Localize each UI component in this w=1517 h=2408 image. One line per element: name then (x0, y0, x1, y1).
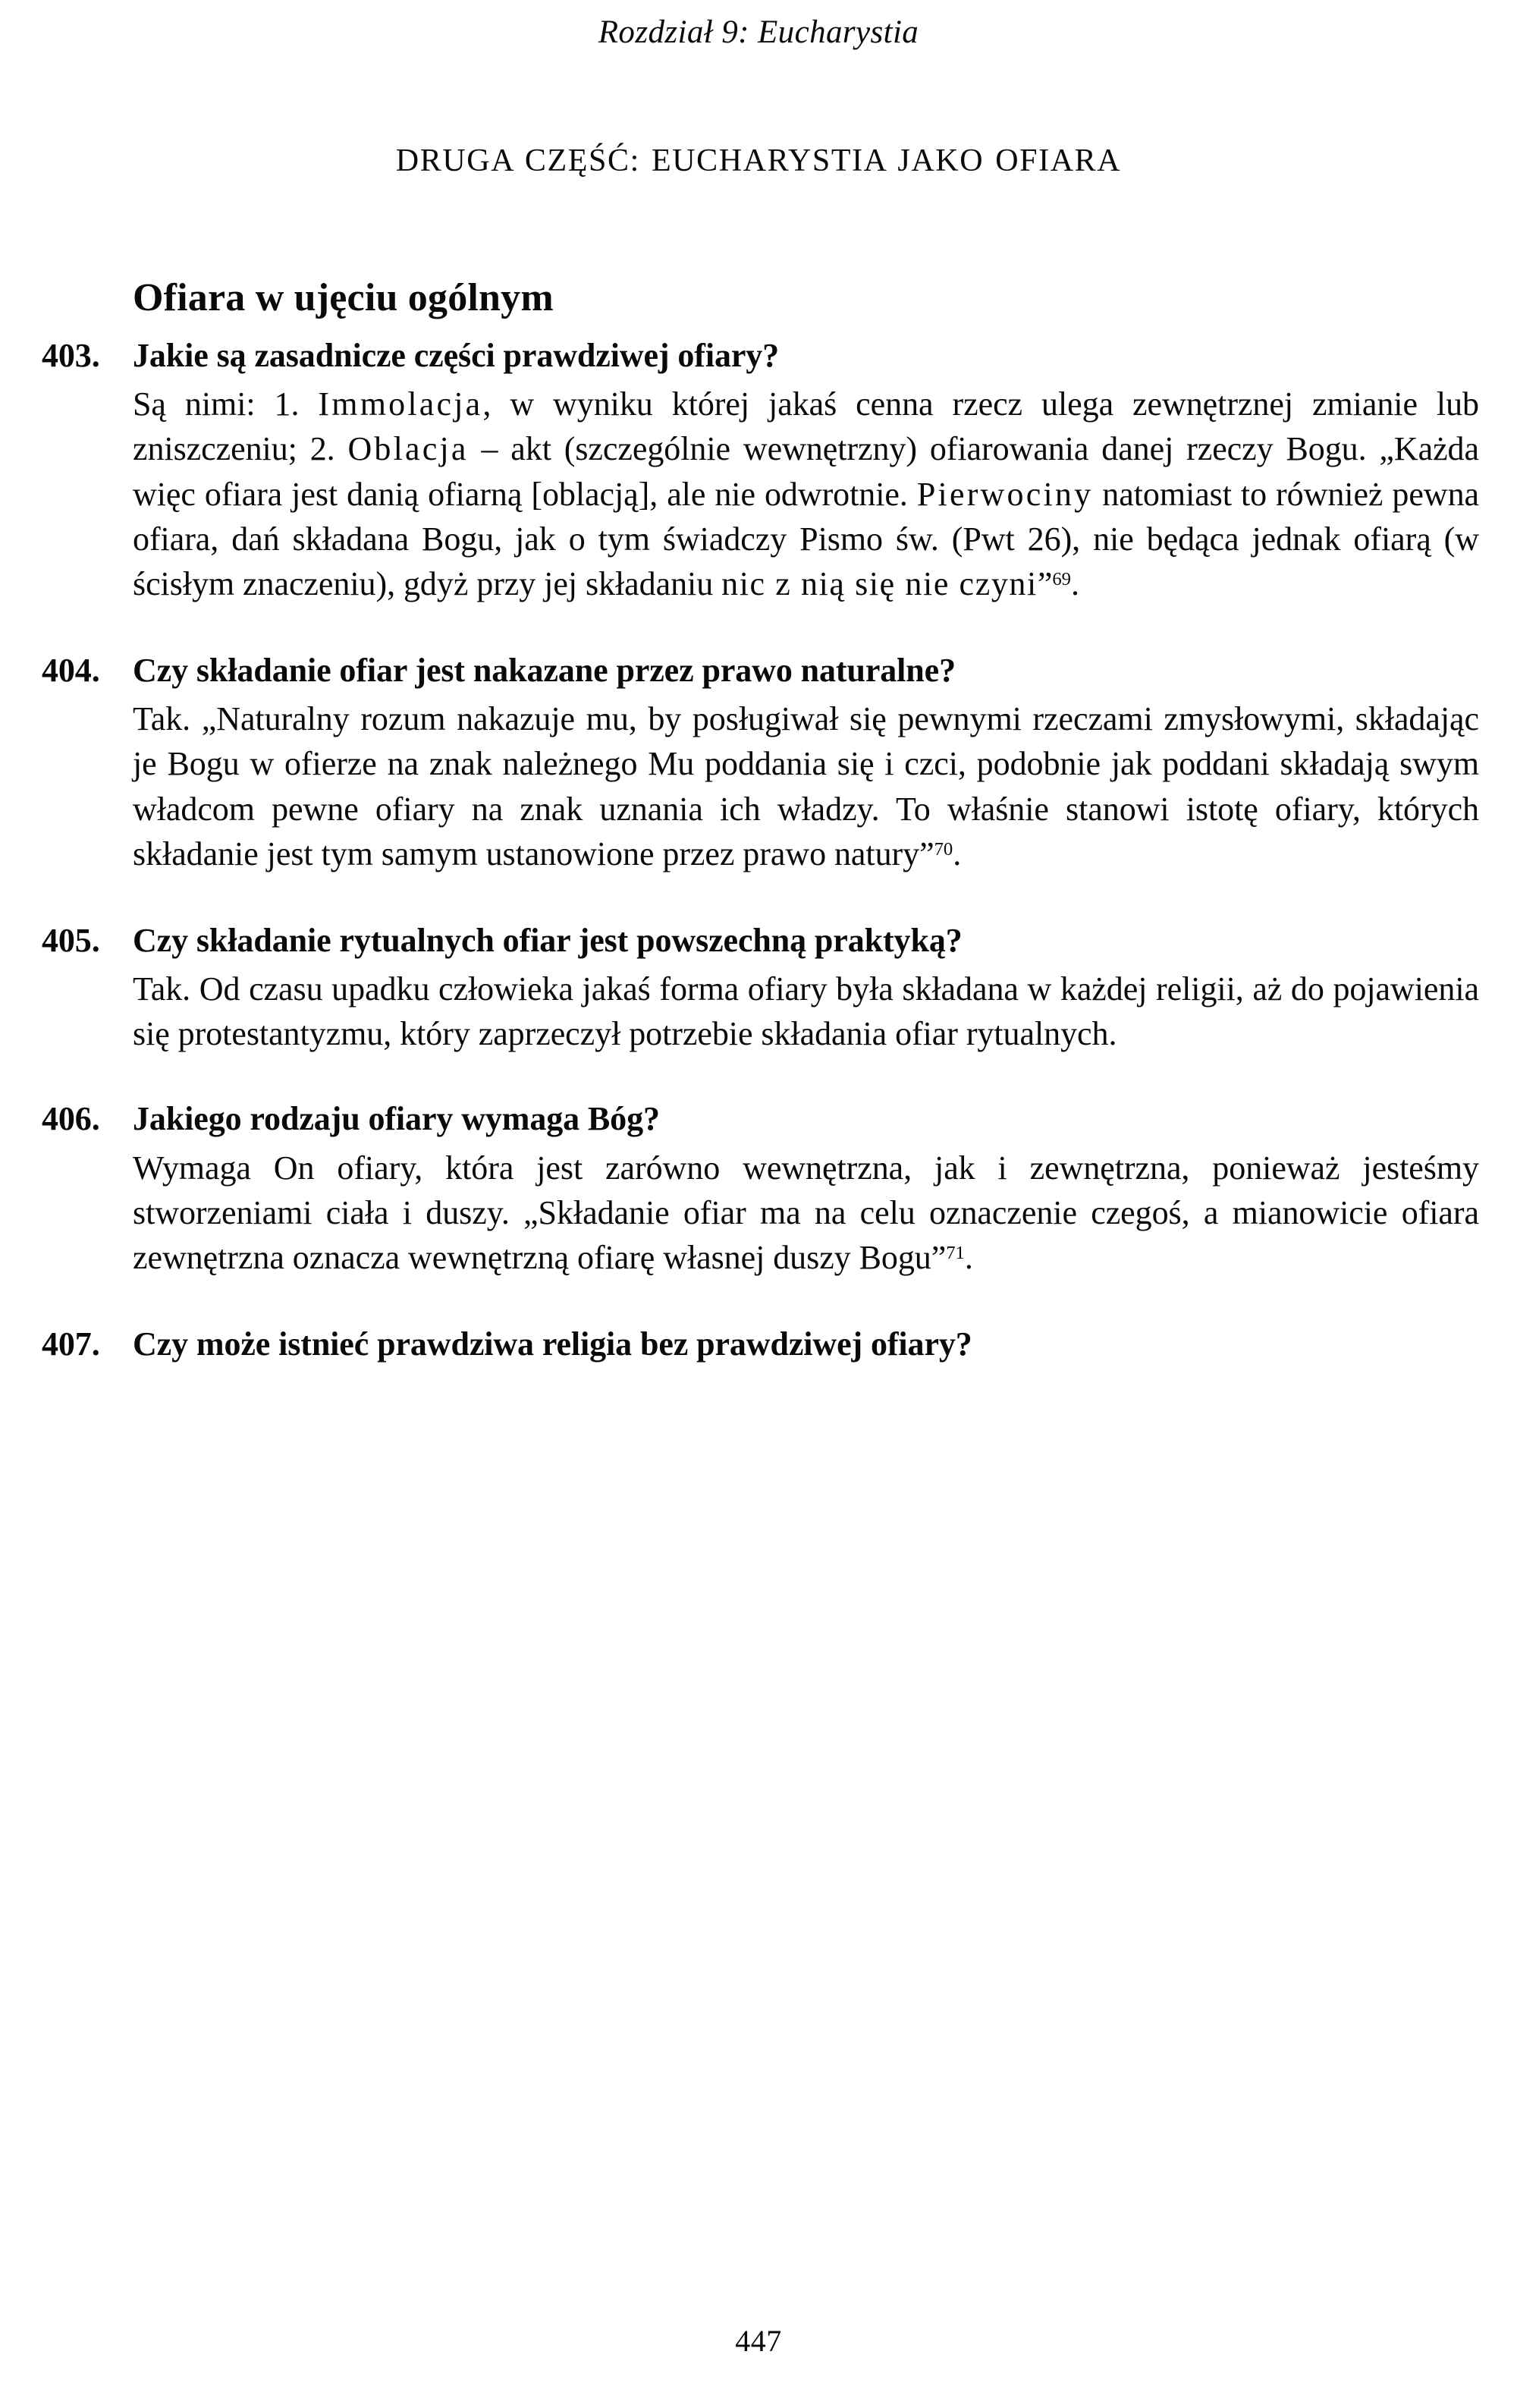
content-column (0, 334, 1517, 1370)
question-number: 407. (42, 1325, 100, 1363)
section-heading: Ofiara w ujęciu ogólnym (133, 276, 554, 320)
answer-text-run: – akt (szczególnie wewnętrzny) ofiarowania danej rzeczy Bogu. „Każda więc ofiara jest danią ofiarną [oblacją], ale nie odwrotnie. (133, 430, 1479, 513)
answer-paragraph (0, 967, 1517, 1056)
answer-text-run: Tak. „Naturalny rozum nakazuje mu, by posługiwał się pewnymi rzeczami zmysłowymi, składając je Bogu w ofierze na znak należnego Mu poddania się i czci, podobnie jak poddani składają swym władcom pewne ofiary na znak uznania ich władzy. To właśnie stanowi istotę ofiary, których składanie jest tym samym ustanowione przez prawo natury” (133, 700, 1479, 872)
answer-text-run: . (953, 835, 962, 872)
answer-text-run: . (1070, 564, 1079, 602)
question-heading (0, 1097, 1517, 1140)
qa-block (0, 1322, 1517, 1366)
question-text: Jakiego rodzaju ofiary wymaga Bóg? (133, 1100, 660, 1138)
qa-block (0, 1097, 1517, 1280)
emphasis-spaced-text: Oblacja (347, 430, 469, 468)
question-number: 406. (42, 1100, 100, 1138)
answer-text-run: Tak. Od czasu upadku człowieka jakaś forma ofiary była składana w każdej religii, aż do pojawienia się protestantyzmu, który zaprzeczył potrzebie składania ofiar rytualnych. (133, 970, 1479, 1053)
question-number: 405. (42, 921, 100, 959)
running-header: Rozdział 9: Eucharystia (598, 14, 919, 50)
qa-block (0, 334, 1517, 606)
question-text: Czy składanie rytualnych ofiar jest powszechną praktyką? (133, 921, 963, 959)
question-text: Jakie są zasadnicze części prawdziwej ofiary? (133, 337, 780, 374)
answer-text-run: ” (1037, 564, 1053, 602)
answer-text-run: . (964, 1238, 973, 1276)
qa-block (0, 649, 1517, 876)
question-text: Czy składanie ofiar jest nakazane przez prawo naturalne? (133, 652, 956, 690)
footnote-marker: 70 (934, 838, 953, 860)
question-text: Czy może istnieć prawdziwa religia bez prawdziwej ofiary? (133, 1325, 972, 1363)
question-number: 404. (42, 652, 100, 690)
question-heading (0, 1322, 1517, 1366)
footnote-marker: 71 (946, 1243, 965, 1264)
emphasis-spaced-text: Immolacja (318, 385, 483, 423)
emphasis-spaced-text: Pierwociny (916, 475, 1094, 513)
question-heading (0, 649, 1517, 692)
answer-paragraph (0, 382, 1517, 606)
answer-text-run: Są nimi: 1. (133, 385, 319, 423)
answer-paragraph (0, 696, 1517, 876)
answer-text-run: natomiast to również pewna ofiara, dań składana Bogu, jak o tym świadczy Pismo św. (Pwt 26), nie będąca jednak ofiarą (w ścisłym znaczeniu), gdyż przy jej składaniu (133, 475, 1480, 602)
question-number: 403. (42, 337, 100, 374)
question-heading (0, 334, 1517, 377)
answer-text-run: Wymaga On ofiary, która jest zarówno wewnętrzna, jak i zewnętrzna, ponieważ jesteśmy stworzeniami ciała i duszy. „Składanie ofiar ma na celu oznaczenie czegoś, a mianowicie ofiara zewnętrzna oznacza wewnętrzną ofiarę własnej duszy Bogu” (133, 1149, 1479, 1276)
page-number: 447 (735, 2324, 782, 2358)
question-heading (0, 919, 1517, 962)
answer-text-run: , w wyniku której jakaś cenna rzecz ulega zewnętrznej zmianie lub zniszczeniu; 2. (133, 385, 1479, 468)
answer-paragraph (0, 1146, 1517, 1281)
footnote-marker: 69 (1052, 569, 1071, 590)
emphasis-spaced-text: nic z nią się nie czyni (721, 564, 1038, 602)
part-title: DRUGA CZĘŚĆ: EUCHARYSTIA JAKO OFIARA (395, 143, 1122, 178)
qa-block (0, 919, 1517, 1057)
